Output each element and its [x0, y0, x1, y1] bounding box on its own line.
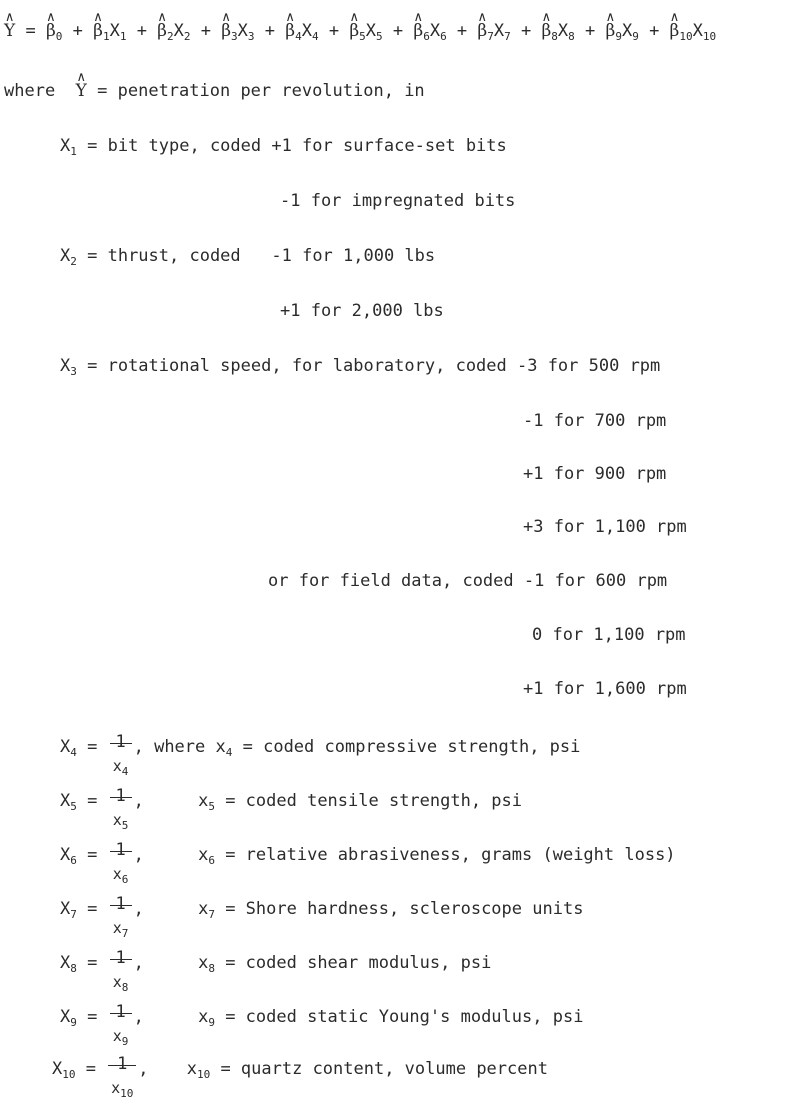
x1-definition: $X_1$ = bit type, coded +1 for surface-set bits [60, 136, 507, 158]
x8-text: = coded shear modulus, psi [225, 953, 492, 973]
x3-lab-1: -1 for 700 rpm [523, 411, 667, 431]
regression-equation: ∧ Y = ∧ $\beta_0$ + ∧ $\beta_1X_1$ + ∧ $\beta_2X_2$ + ∧ $\beta_3X_3$ + ∧ $\beta_4X_4$ + ∧ $\beta_5X_5$ + ∧ $\beta_6X_6$ + ∧ $\beta_7X_7$ + ∧ $\beta_8X_8$ + ∧ $\beta_9X_9$ + ∧ $\beta_{10}X_{10}$ [4, 20, 716, 48]
x5-definition: $X_5$ = 1 $x_5$ , $x_5$ = coded tensile strength, psi [60, 786, 523, 832]
x3-text: = rotational speed, for laboratory, coded -3 for 500 rpm [87, 356, 661, 376]
x3-lab-3: +3 for 1,100 rpm [523, 517, 687, 537]
where-definition [4, 80, 425, 102]
x4-where: where [154, 737, 206, 757]
x3-field: or for field data, coded -1 for 600 rpm [268, 571, 668, 591]
x10-definition: $X_{10}$ = 1 $x_{10}$ , $x_{10}$ = quartz content, volume percent [52, 1054, 548, 1100]
x1-alt: -1 for impregnated bits [280, 191, 516, 211]
x2-value-1: -1 for 1,000 lbs [271, 246, 436, 266]
x10-text: = quartz content, volume percent [220, 1059, 548, 1079]
x1-text: = bit type, coded +1 for surface-set bits [87, 136, 507, 156]
x6-text: = relative abrasiveness, grams (weight loss) [225, 845, 676, 865]
x5-text: = coded tensile strength, psi [225, 791, 523, 811]
x2-definition: $X_2$ = thrust, coded -1 for 1,000 lbs [60, 246, 436, 268]
x3-definition: $X_3$ = rotational speed, for laboratory, coded -3 for 500 rpm [60, 356, 661, 378]
x9-definition: $X_9$ = 1 $x_9$ , $x_9$ = coded static Young's modulus, psi [60, 1002, 584, 1048]
x8-definition: $X_8$ = 1 $x_8$ , $x_8$ = coded shear modulus, psi [60, 948, 492, 994]
y-hat: ∧ Y [4, 20, 15, 42]
x7-text: = Shore hardness, scleroscope units [225, 899, 584, 919]
x3-field-1: 0 for 1,100 rpm [532, 625, 686, 645]
x4-definition: $X_4$ = 1 $x_4$ , where $x_4$ = coded compressive strength, psi [60, 732, 581, 778]
x2-text: = thrust, coded [87, 246, 241, 266]
x2-value-2: +1 for 2,000 lbs [280, 301, 444, 321]
x6-definition: $X_6$ = 1 $x_6$ , $x_6$ = relative abrasiveness, grams (weight loss) [60, 840, 676, 886]
where-word: where [4, 81, 56, 101]
x7-definition: $X_7$ = 1 $x_7$ , $x_7$ = Shore hardness, scleroscope units [60, 894, 584, 940]
x4-text: = coded compressive strength, psi [242, 737, 581, 757]
x3-lab-2: +1 for 900 rpm [523, 464, 667, 484]
y-definition: = penetration per revolution, in [97, 81, 425, 101]
x3-field-2: +1 for 1,600 rpm [523, 679, 687, 699]
x9-text: = coded static Young's modulus, psi [225, 1007, 584, 1027]
y-hat-ref: ∧ Y [76, 80, 87, 102]
